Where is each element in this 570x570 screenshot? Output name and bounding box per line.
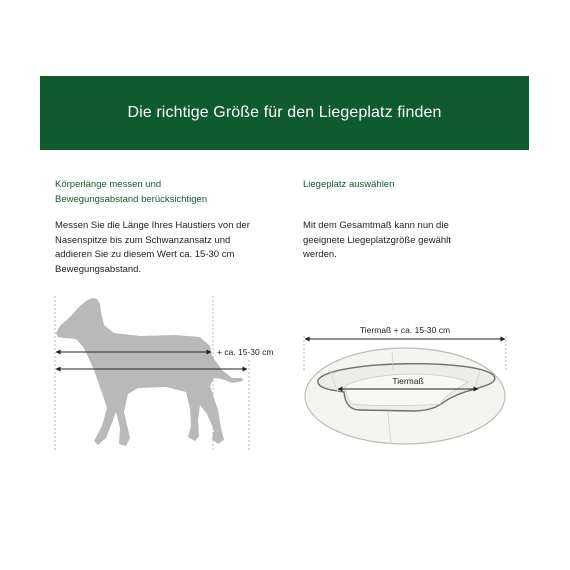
pet-bed-icon — [305, 348, 505, 444]
right-body-line: geeignete Liegeplatzgröße gewählt — [303, 234, 451, 246]
page-title: Die richtige Größe für den Liegeplatz finden — [127, 104, 442, 121]
dog-silhouette-icon — [56, 298, 243, 446]
right-body-line: werden. — [303, 249, 337, 260]
bed-illustration — [304, 325, 506, 444]
right-title-line: Liegeplatz auswählen — [303, 179, 395, 190]
left-title-line: Bewegungsabstand berücksichtigen — [55, 194, 208, 205]
left-body-line: addieren Sie zu diesem Wert ca. 15-30 cm — [55, 249, 235, 260]
left-body-line: Messen Sie die Länge Ihres Haustiers von der — [55, 220, 250, 231]
bed-outer-label: Tiermaß + ca. 15-30 cm — [359, 325, 451, 335]
dog-illustration — [55, 296, 273, 452]
left-title-line: Körperlänge messen und — [55, 179, 162, 190]
bed-inner-label: Tiermaß — [392, 376, 424, 386]
left-body-line: Bewegungsabstand. — [55, 263, 142, 275]
left-body-line: Nasenspitze bis zum Schwanzansatz und — [55, 234, 231, 246]
right-body-line: Mit dem Gesamtmaß kann nun die — [303, 220, 449, 231]
dog-measure-label: + ca. 15-30 cm — [217, 347, 274, 357]
